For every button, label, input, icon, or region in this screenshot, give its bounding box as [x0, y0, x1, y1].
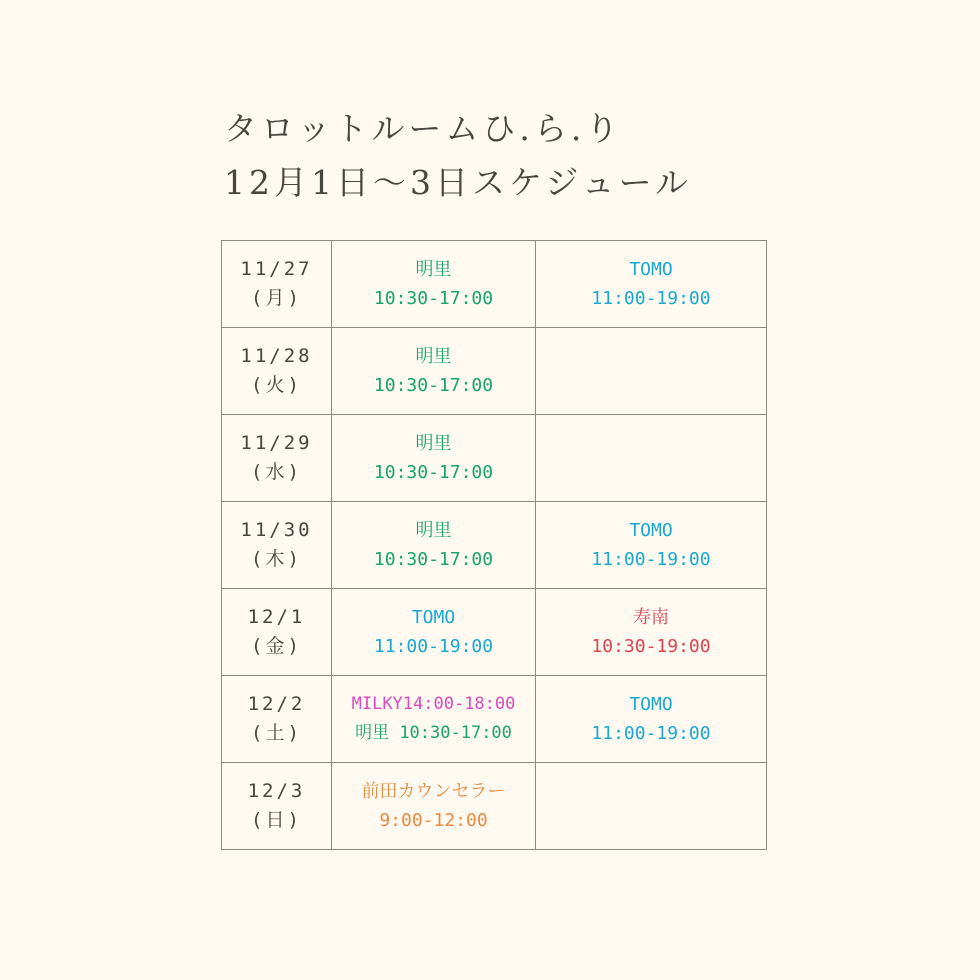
weekday-label: (木) — [251, 548, 302, 570]
weekday-label: (月) — [251, 287, 302, 309]
date-label: 12/3 — [247, 780, 306, 802]
date-label: 11/28 — [240, 345, 313, 367]
reader-name: TOMO — [629, 259, 673, 280]
table-row — [222, 328, 767, 415]
reader-name: 明里 — [415, 520, 452, 541]
shift-time: 10:30-17:00 — [373, 549, 494, 570]
date-cell — [222, 328, 332, 415]
reader-name: 明里 — [415, 259, 452, 280]
shift-time: 10:30-17:00 — [373, 288, 494, 309]
shift-cell — [332, 328, 536, 415]
shift-time: 10:30-17:00 — [373, 375, 494, 396]
shift-cell — [332, 415, 536, 502]
table-row — [222, 415, 767, 502]
date-cell — [222, 763, 332, 850]
shift-cell — [332, 763, 536, 850]
shift-cell — [332, 241, 536, 328]
weekday-label: (金) — [251, 635, 302, 657]
reader-name: 明里 — [415, 346, 452, 367]
date-label: 12/2 — [247, 693, 306, 715]
reader-name: TOMO — [629, 520, 673, 541]
date-cell — [222, 676, 332, 763]
page-title — [224, 102, 784, 210]
shift-cell — [536, 589, 767, 676]
shift-cell — [332, 589, 536, 676]
milky-shift: MILKY14:00-18:00 — [351, 694, 516, 714]
weekday-label: (水) — [251, 461, 302, 483]
table-row — [222, 589, 767, 676]
table-row — [222, 763, 767, 850]
empty-shift-cell — [536, 415, 767, 502]
shift-cell — [536, 241, 767, 328]
shift-cell — [332, 502, 536, 589]
reader-name: TOMO — [411, 607, 456, 628]
empty-shift-cell — [536, 763, 767, 850]
shop-name: タロットルームひ.ら.り — [224, 109, 623, 148]
shift-time: 11:00-19:00 — [591, 288, 711, 309]
date-cell — [222, 502, 332, 589]
reader-name: 寿南 — [633, 607, 669, 628]
reader-name: 前田カウンセラー — [361, 781, 506, 802]
date-cell — [222, 241, 332, 328]
shift-time: 11:00-19:00 — [591, 549, 711, 570]
reader-name: TOMO — [629, 694, 673, 715]
shift-time: 11:00-19:00 — [591, 723, 711, 744]
schedule-table — [221, 240, 767, 850]
date-label: 11/29 — [240, 432, 313, 454]
date-label: 12/1 — [247, 606, 306, 628]
shift-cell — [536, 676, 767, 763]
date-cell — [222, 589, 332, 676]
schedule-period: 12月1日〜3日スケジュール — [224, 163, 693, 202]
shift-time: 10:30-19:00 — [591, 636, 711, 657]
shift-cell — [536, 502, 767, 589]
shift-cell — [332, 676, 536, 763]
akari-shift: 明里 10:30-17:00 — [355, 723, 512, 743]
date-label: 11/27 — [240, 258, 313, 280]
table-row — [222, 502, 767, 589]
date-label: 11/30 — [240, 519, 313, 541]
shift-time: 11:00-19:00 — [373, 636, 494, 657]
table-row — [222, 241, 767, 328]
date-cell — [222, 415, 332, 502]
shift-time: 10:30-17:00 — [373, 462, 494, 483]
weekday-label: (土) — [251, 722, 302, 744]
empty-shift-cell — [536, 328, 767, 415]
weekday-label: (火) — [251, 374, 302, 396]
shift-time: 9:00-12:00 — [379, 810, 488, 831]
table-row — [222, 676, 767, 763]
reader-name: 明里 — [415, 433, 452, 454]
weekday-label: (日) — [251, 809, 302, 831]
